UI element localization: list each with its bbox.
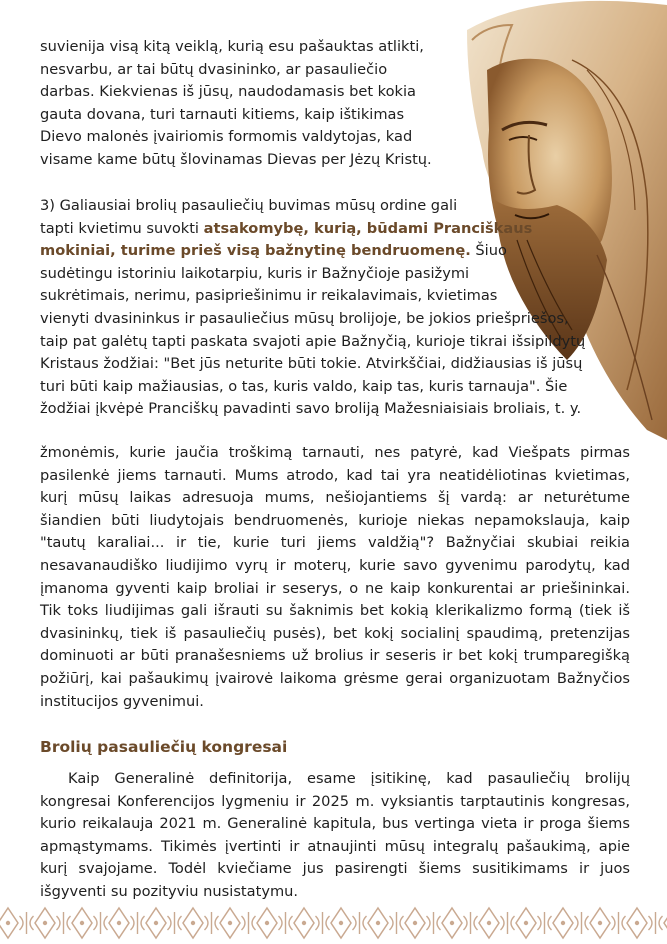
text-line: turi būti kaip mažiausias, o tas, kuris valdo, kaip tas, kuris tarnauja". Šie: [40, 377, 568, 395]
text-line: sudėtingu istoriniu laikotarpiu, kuris ir Bažnyčioje pasižymi: [40, 264, 470, 282]
ornament-motif: [405, 908, 441, 938]
highlighted-phrase: atsakomybę, kurią, būdami Pranciškaus: [203, 219, 533, 237]
ornament-motif: [146, 908, 182, 938]
text-line: 3) Galiausiai brolių pasauliečių buvimas mūsų ordine gali: [40, 197, 458, 214]
ornament-motif: [627, 908, 663, 938]
ornament-motif: [0, 908, 34, 938]
text-line: visame kame būtų šlovinamas Dievas per Jėzų Kristų.: [40, 150, 432, 168]
section-heading: Brolių pasauliečių kongresai: [40, 738, 288, 756]
ornament-motif: [257, 908, 293, 938]
ornament-motif: [294, 908, 330, 938]
ornament-motif: [220, 908, 256, 938]
paragraph-body: žmonėmis, kurie jaučia troškimą tarnauti, nes patyrė, kad Viešpats pirmas pasilenkė jiems tarnauti. Mums atrodo, kad tai yra neatidėliotinas kvietimas, kurį mūsų laikas adresuoja mums, nešiojantiems šį vardą: ar neturėtume šiandien būti liudytojais bendruomenės, kurioje niekas nepamokslauja, kaip "tautų karaliai... ir tie, kurie turi jiems valdžią"? Bažnyčiai skubiai reikia nesavanaudiško liudijimo vyrų ir moterų, kurie savo gyvenimu parodytų, kad įmanoma gyventi kaip broliai ir seserys, o ne kaip konkurentai ar priešininkai. Tik toks liudijimas gali išrauti su šaknimis bet kokią klerikalizmo formą (tiek iš dvasininkų, tiek iš pasauliečių pusės), bet kokį socialinį spaudimą, pretenzijas dominuoti ar būti pranašesniems už brolius ir seseris ir bet kokį trumparegišką požiūrį, kai pašaukimų įvairovė laikoma grėsme gerai organizuotam Bažnyčios institucijos gyvenimui.: [40, 444, 630, 710]
ornament-motif: [331, 908, 367, 938]
text-line: nesvarbu, ar tai būtų dvasininko, ar pasauliečio: [40, 60, 388, 78]
ornament-border: [0, 902, 667, 944]
ornament-motif: [590, 908, 626, 938]
ornament-motif: [442, 908, 478, 938]
text-line: žodžiai įkvėpė Pranciškų pavadinti savo broliją Mažesniaisiais broliais, t. y.: [40, 400, 582, 418]
ornament-motif: [35, 908, 71, 938]
text-run: tapti kvietimu suvokti: [40, 219, 204, 237]
text-line: Dievo malonės įvairiomis formomis valdytojas, kad: [40, 128, 413, 146]
ornament-motif: [479, 908, 515, 938]
text-line: sukrėtimais, nerimu, pasipriešinimu ir reikalavimais, kvietimas: [40, 287, 498, 305]
text-line: darbas. Kiekvienas iš jūsų, naudodamasis bet kokia: [40, 83, 416, 101]
ornament-motif: [183, 908, 219, 938]
ornament-motif: [109, 908, 145, 938]
ornament-motif: [72, 908, 108, 938]
ornament-motif: [553, 908, 589, 938]
text-line: [40, 240, 632, 263]
text-line: [40, 218, 632, 241]
text-run: Šiuo: [470, 242, 507, 260]
text-line: vienyti dvasininkus ir pasauliečius mūsų brolijoje, be jokios priešpriešos,: [40, 309, 569, 327]
text-line: Kristaus žodžiai: "Bet jūs neturite būti tokie. Atvirkščiai, didžiausias iš jūsų: [40, 355, 583, 373]
highlighted-phrase: mokiniai, turime prieš visą bažnytinę bendruomenę.: [40, 242, 471, 260]
text-line: taip pat galėtų tapti paskata svajoti apie Bažnyčią, kurioje tikrai išsipildytų: [40, 332, 586, 350]
ornament-motif: [516, 908, 552, 938]
paragraph-point-3: [40, 195, 632, 421]
ornament-motif: [368, 908, 404, 938]
text-line: suvienija visą kitą veiklą, kurią esu pašauktas atlikti,: [40, 38, 424, 55]
text-line: gauta dovana, turi tarnauti kitiems, kaip ištikimas: [40, 105, 405, 123]
paragraph-continuation: [40, 36, 632, 172]
paragraph-congresses: Kaip Generalinė definitorija, esame įsitikinę, kad pasauliečių brolijų kongresai Konferencijos lygmeniu ir 2025 m. vyksiantis tarptautinis kongresas, kurio reikalauja 2021 m. Generalinė kapitula, bus vertinga vieta ir proga šiems apmąstymams. Tikimės įvertinti ir atnaujinti mūsų integralų pašaukimą, apie kurį svajojame. Todėl kviečiame jus pasirengti šiems susitikimams ir juos išgyventi su pozityviu nusistatymu.: [40, 770, 630, 900]
